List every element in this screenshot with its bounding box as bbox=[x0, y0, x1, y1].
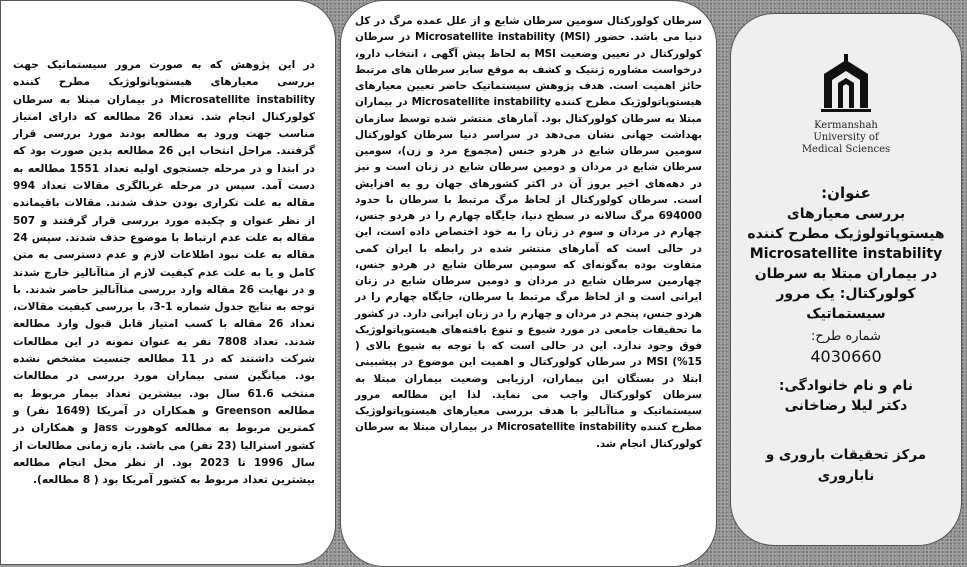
project-code-label: شماره طرح: bbox=[811, 329, 881, 344]
kermanshah-university-emblem-icon bbox=[814, 54, 878, 114]
title-label: عنوان: bbox=[821, 184, 871, 202]
research-center: مرکز تحقیقات باروری و ناباروری bbox=[765, 447, 927, 484]
introduction-panel bbox=[340, 0, 717, 567]
university-name-line-3: Medical Sciences bbox=[801, 144, 891, 155]
introduction-text: سرطان کولورکتال سومین سرطان شایع و از علل عمده مرگ در کل دنیا می باشد. حضور Microsatellite instability (MSI) در سرطان کولورکتال در تعیین وضعیت MSI به لحاظ پیش آگهی ، انتخاب دارو، درخواست مشاوره ژنتیک و کشف به موقع سایر سرطان های مرتبط حائز اهمیت است. هدف پژوهش سیستماتیک حاضر تعیین معیارهای هیستوپاتولوژیک مطرح کننده Microsatellite instability در بیماران مبتلا به سرطان کولورکتال بود. آمارهای منتشر شده توسط سازمان بهداشت جهانی نشان می‌دهد در سراسر دنیا سرطان کولورکتال سومین سرطان شایع در هردو جنس (مجموع مرد و زن)، سومین سرطان شایع در مردان و دومین سرطان شایع در زنان است و نیز در دهه‌های اخیر بروز آن در اکثر کشورهای جهان رو به افزایش است. سرطان کولورکتال از لحاظ مرگ مرتبط با سرطان با حدود 694000 مرگ سالانه در سطح دنیا، جایگاه چهارم را در هردو جنس، چهارم در مردان و سوم در زنان را به خود اختصاص داده است، این در حالی است که آمارهای منتشر شده در رابطه با ایران کمی متفاوت بوده به‌گونه‌ای که سومین سرطان شایع در هردو جنس، چهارمین سرطان شایع در مردان و دومین سرطان شایع در زنان ایرانی است و از لحاظ مرگ مرتبط با سرطان، جایگاه چهارم را در هردو جنس، پنجم در مردان و چهارم را در زنان ایرانی دارد. در کشور ما تحقیقات جامعی در مورد شیوع و تنوع یافته‌های هیستوپاتولوژیک فوق وجود ندارد. این در حالی است که با توجه به شیوع بالای ( 15%) MSI در سرطان کولورکتال و اهمیت این موضوع در پیشبینی ابتلا در بستگان این بیماران، ارزیابی وضعیت بیماران مبتلا به سرطان کولورکتال واجب می نماید. لذا این مطالعه مرور سیستماتیک و متاآنالیز با هدف بررسی معیارهای هیستوپاتولوژیک مطرح کننده Microsatellite instability در بیماران مبتلا به سرطان کولورکتال انجام شد. bbox=[355, 15, 703, 450]
title-panel bbox=[730, 13, 962, 546]
project-title: بررسی معیارهای هیستوپاتولوژیک مطرح کننده Microsatellite instability در بیماران مبتلا به سرطان کولورکتال: یک مرور سیستماتیک bbox=[747, 206, 945, 322]
results-panel bbox=[0, 0, 336, 565]
results-text: در این پژوهش که به صورت مرور سیستماتیک جهت بررسی معیارهای هیستوپاتولوژیک مطرح کننده Microsatellite instability در بیماران مبتلا به سرطان کولورکتال انجام شد. تعداد 26 مطالعه که دارای امتیاز مناسب جهت ورود به مطالعه بودند مورد بررسی قرار گرفتند. مراحل انتخاب این 26 مطالعه بدین صورت بود که در ابتدا و در مرحله جستجوی اولیه تعداد 1551 مطالعه به دست آمد. سپس در مرحله غربالگری مقالات تعداد 994 مقاله به علت تکراری بودن حذف شدند. مقالات باقیمانده از نظر عنوان و چکیده مورد بررسی قرار گرفتند و 507 مقاله به علت عدم ارتباط با موضوع حذف شدند. سپس 24 مقاله به علت نبود اطلاعات لازم و عدم دسترسی به متن کامل و یا به علت عدم کیفیت لازم از متاآنالیز خارج شدند و در نهایت 26 مقاله وارد بررسی متاآنالیز حاضر شدند. با توجه به نتایج جدول شماره 1-3، با بررسی کیفیت مقالات، تعداد 26 مقاله با کسب امتیاز قابل قبول وارد مطالعه شدند. تعداد 7808 نفر به عنوان نمونه در این مطالعات شرکت داشتند که در 11 مطالعه جنسیت مشخص نشده بود. میانگین سنی بیماران مورد بررسی در مطالعات منتخب 61.6 سال بود. بیشترین تعداد بیمار مربوط به مطالعه Greenson و همکاران در آمریکا (1649 نفر) و کمترین مربوط به مطالعه کوهورت Jass و همکاران در کشور استرالیا (23 نفر) می باشد. بازه زمانی مطالعات از سال 1996 تا 2023 بود. از نظر محل انجام مطالعه بیشترین تعداد مربوط به کشور آمریکا بود ( 8 مطالعه). bbox=[13, 59, 316, 487]
investigator-name: دکتر لیلا رضاخانی bbox=[784, 398, 908, 414]
project-code-value: 4030660 bbox=[810, 347, 882, 366]
university-name-line-2: University of bbox=[813, 132, 879, 143]
university-name-line-1: Kermanshah bbox=[814, 120, 878, 131]
university-name bbox=[743, 120, 949, 156]
investigator-label: نام و نام خانوادگی: bbox=[778, 378, 914, 394]
